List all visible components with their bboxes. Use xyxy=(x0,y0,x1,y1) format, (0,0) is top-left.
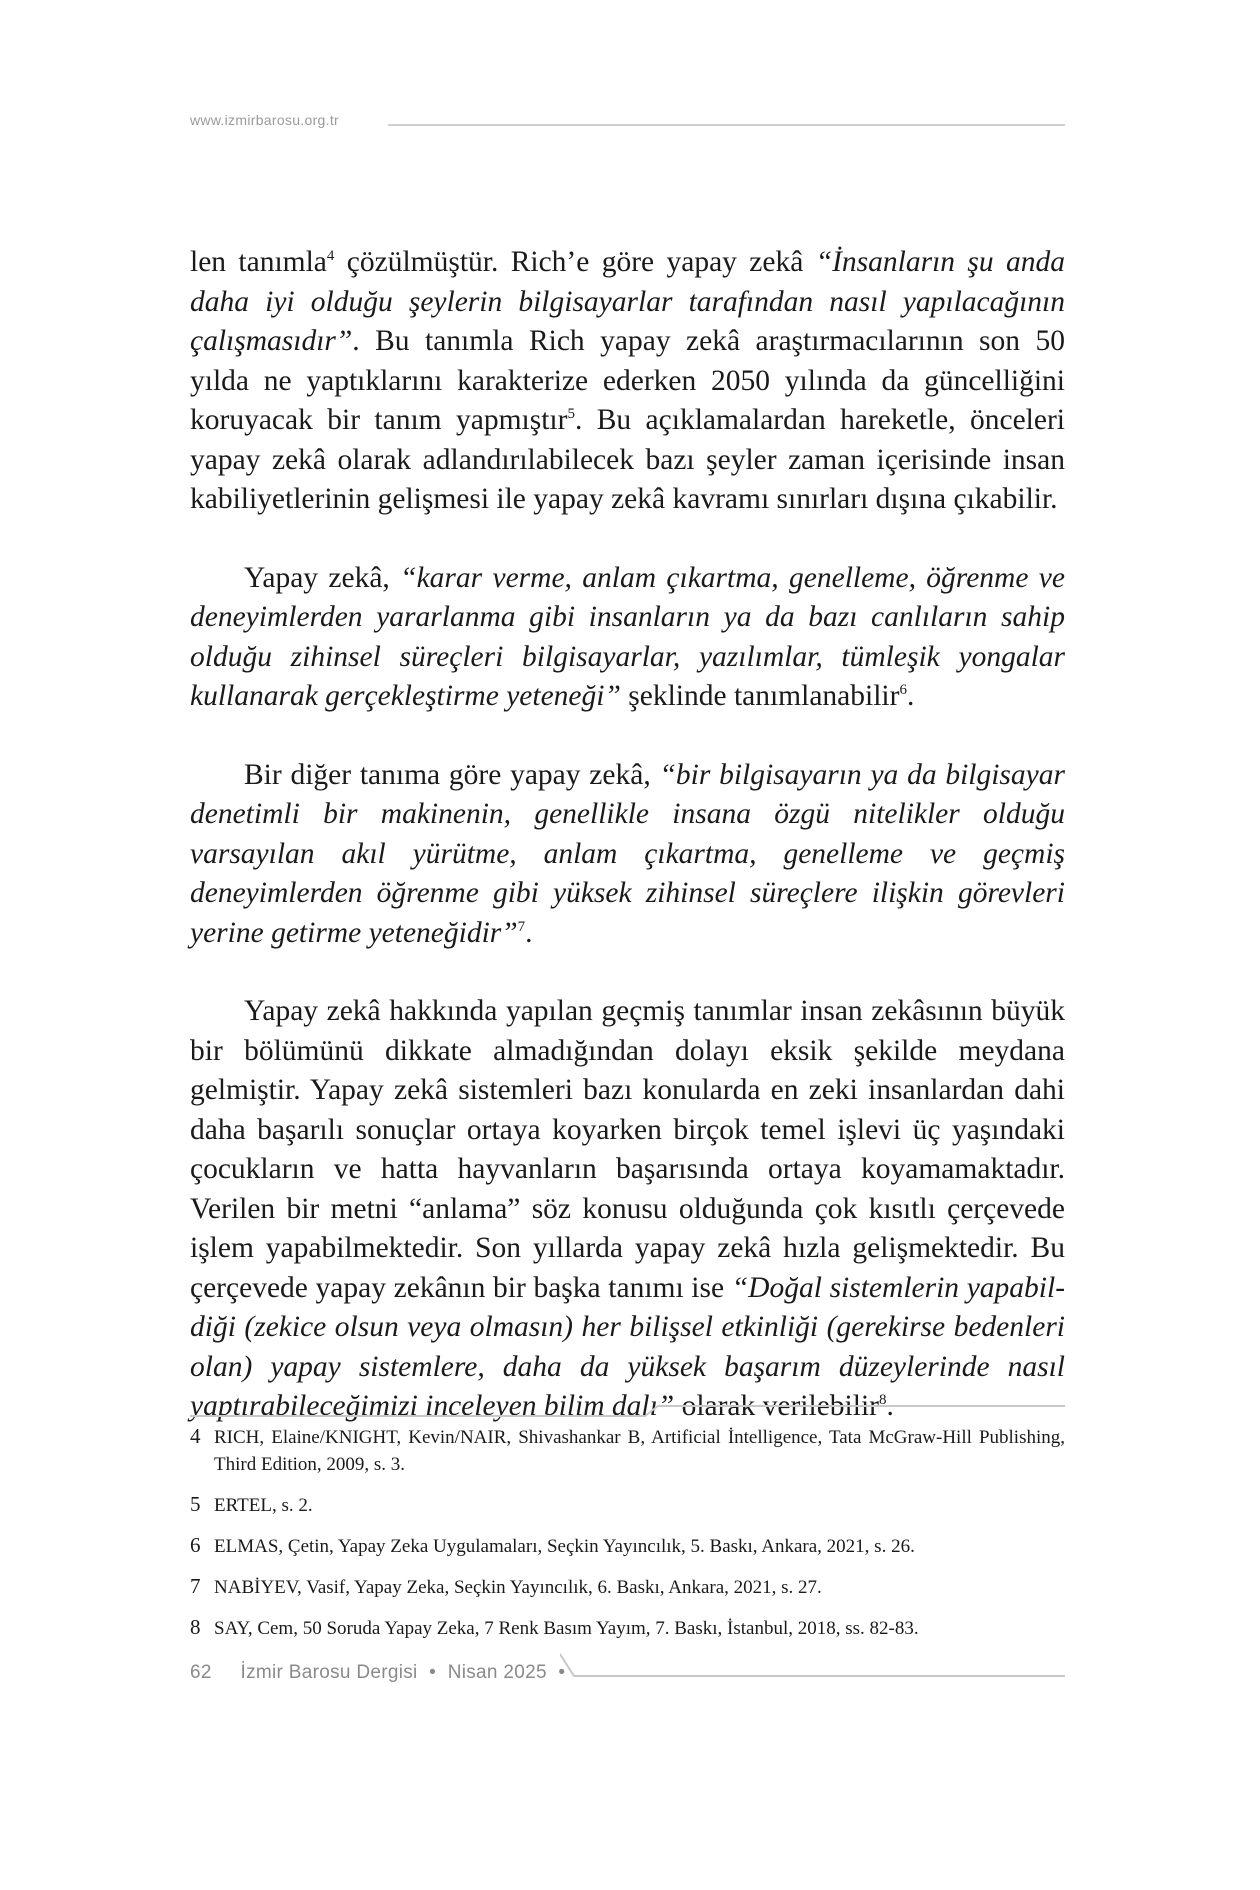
quoted-definition: “İnsanların şu anda daha iyi olduğu şeylerin bilgisayarlar tarafından nasıl yapılacağının çalışmasıdır” xyxy=(190,246,1065,357)
footnote-number: 4 xyxy=(190,1424,201,1448)
text-run: Yapay zekâ, xyxy=(244,561,401,594)
footnote-text: RICH, Elaine/KNIGHT, Kevin/NAIR, Shivashankar B, Artificial İntelligence, Tata McGraw-Hill Publishing, Third Edition, 2009, s. 3. xyxy=(214,1427,1065,1475)
journal-name: İzmir Barosu Dergisi xyxy=(240,1662,418,1683)
paragraph xyxy=(190,756,1065,954)
footnote xyxy=(190,1533,1065,1560)
issue-date: Nisan 2025 xyxy=(447,1662,547,1683)
text-run: . Bu tanımla Rich yapay zekâ araştırmacılarının son 50 yılda ne yaptıklarını karakterize ederken 2050 yılında da güncelliğini koruyacak bir tanım yapmıştır xyxy=(190,325,1065,436)
footnote-text: ERTEL, s. 2. xyxy=(214,1495,313,1516)
text-run: olarak verilebilir xyxy=(674,1390,879,1422)
text-run: Bir diğer tanıma göre yapay zekâ, xyxy=(244,758,660,791)
footnote-text: NABİYEV, Vasif, Yapay Zeka, Seçkin Yayıncılık, 6. Baskı, Ankara, 2021, s. 27. xyxy=(214,1577,822,1598)
footnote xyxy=(190,1574,1065,1601)
footnote-ref[interactable]: 7 xyxy=(517,918,526,935)
footer-separator: • xyxy=(558,1662,566,1683)
footer-separator: • xyxy=(429,1662,437,1683)
footnotes xyxy=(190,1424,1065,1656)
footnote-number: 8 xyxy=(190,1615,201,1639)
footnote-number: 7 xyxy=(190,1574,201,1598)
body-text xyxy=(190,243,1065,1427)
footnote-text: ELMAS, Çetin, Yapay Zeka Uygulamaları, Seçkin Yayıncılık, 5. Baskı, Ankara, 2021, s. 26. xyxy=(214,1536,915,1557)
footnote-ref[interactable]: 4 xyxy=(326,248,335,265)
text-run: len tanımla xyxy=(190,246,327,278)
text-run: Yapay zekâ hakkında yapılan geçmiş tanımlar insan zekâsının büyük bir bölümünü dikkate almadığından dolayı eksik şekilde meydana gelmiştir. Yapay zekâ sistemleri bazı konularda en zeki insanlardan dahi daha başarılı sonuçlar ortaya koyarken birçok temel işlevi üç yaşındaki çocukların ve hatta hayvanların başarısında ortaya koyamamaktadır. Verilen bir metni “anlama” söz konusu olduğunda çok kısıtlı çerçevede işlem yapabilmektedir. Son yıllarda yapay zekâ hızla gelişmektedir. Bu çerçevede yapay zekânın bir başka tanımı ise xyxy=(190,995,1065,1304)
header-url[interactable]: www.izmirbarosu.org.tr xyxy=(190,112,339,128)
footnote-number: 5 xyxy=(190,1492,201,1516)
text-run: . Bu açıklamalardan hareketle, önceleri yapay zekâ olarak adlandırılabilecek bazı şeyler zaman içerisinde insan kabiliyetlerinin gelişmesi ile yapay zekâ kavramı sınırları dışına çıkabilir. xyxy=(190,404,1065,515)
footnote xyxy=(190,1492,1065,1519)
quoted-definition: “karar verme, anlam çıkartma, genelleme, öğrenme ve deneyimlerden yararlanma gibi insanların ya da bazı canlıların sahip olduğu zihinsel süreçleri bilgisayarlar, yazılımlar, tümleşik yongalar kullanarak gerçekleştirme yeteneği” xyxy=(190,561,1065,712)
paragraph xyxy=(190,243,1065,520)
paragraph xyxy=(190,992,1065,1427)
footnote-text: SAY, Cem, 50 Soruda Yapay Zeka, 7 Renk Basım Yayım, 7. Baskı, İstanbul, 2018, ss. 82-83. xyxy=(214,1618,919,1639)
footnote xyxy=(190,1424,1065,1478)
footnote-divider xyxy=(190,1404,1065,1418)
text-run: şeklinde tanımlanabilir xyxy=(620,680,900,712)
paragraph xyxy=(190,559,1065,717)
footnote-number: 6 xyxy=(190,1533,201,1557)
quoted-definition: “Doğal sistemlerin yapabildiği (zekice olsun veya olmasın) her bilişsel etkinliği (gerekirse bedenleri olan) yapay sistemlere, daha da yüksek başarım düzeylerinde nasıl yaptırabileceğimizi inceleyen bilim dalı” xyxy=(190,1271,1066,1422)
text-run: . xyxy=(906,680,915,712)
page-number: 62 xyxy=(190,1662,212,1683)
footnote-ref[interactable]: 5 xyxy=(567,406,575,423)
text-run: . xyxy=(525,916,533,949)
footnote xyxy=(190,1615,1065,1642)
text-run: . xyxy=(886,1390,894,1422)
footer-rule xyxy=(560,1652,1065,1678)
quoted-definition: “bir bilgisayarın ya da bilgisayar denetimli bir makinenin, genellikle insana özgü nitelikler olduğu varsayılan akıl yürütme, anlam çıkartma, genelleme ve geçmiş deneyimlerden öğrenme gibi yüksek zihinsel süreçlere ilişkin görevleri yerine getirme yeteneğidir” xyxy=(190,758,1065,949)
footnote-ref[interactable]: 8 xyxy=(878,1392,887,1409)
page-footer xyxy=(190,1662,571,1684)
text-run: çözülmüştür. Rich’e göre yapay zekâ xyxy=(334,246,816,278)
header-rule xyxy=(388,124,1065,126)
footnote-ref[interactable]: 6 xyxy=(899,682,907,699)
